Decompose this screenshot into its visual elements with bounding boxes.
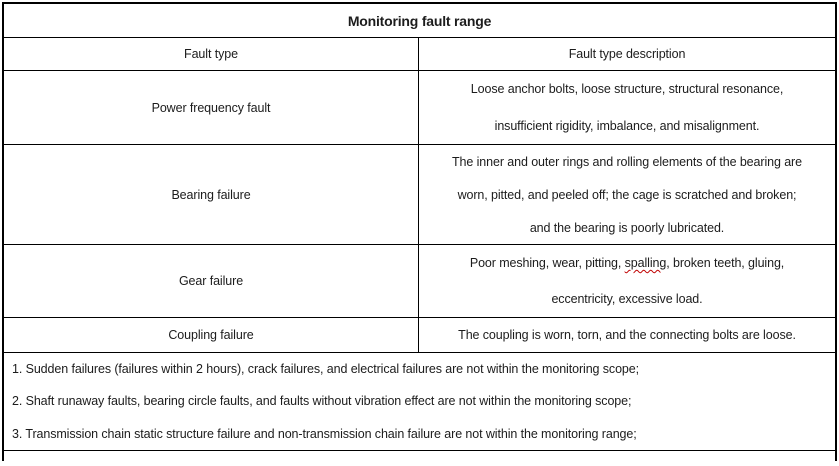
fault-type-cell (4, 245, 418, 317)
description-line (470, 255, 784, 271)
fault-type-label: Power frequency fault (151, 100, 271, 115)
fault-description-cell (418, 245, 835, 317)
column-header-description-label: Fault type description (568, 47, 686, 61)
table-footnotes (4, 353, 835, 451)
table-title: Monitoring fault range (347, 12, 492, 29)
table-row-bearing-failure (4, 145, 835, 245)
fault-description-cell (418, 71, 835, 144)
fault-description-cell (418, 318, 835, 352)
misspelled-word-spellcheck-underline: spalling (624, 256, 667, 270)
table-row-power-frequency-fault (4, 71, 835, 145)
fault-type-label: Coupling failure (168, 328, 254, 342)
fault-type-cell (4, 145, 418, 244)
column-header-fault-type-label: Fault type (184, 47, 238, 61)
description-segment: , broken teeth, gluing, (666, 256, 785, 270)
footnote-3: 3. Transmission chain static structure failure and non-transmission chain failure are not within the monitoring range; (12, 426, 637, 441)
fault-description-cell (418, 145, 835, 244)
table-title-row (4, 4, 835, 38)
fault-type-label: Bearing failure (171, 187, 251, 202)
description-segment: Poor meshing, wear, pitting, (469, 256, 625, 270)
table-row-gear-failure (4, 245, 835, 318)
column-header-fault-type (4, 38, 418, 70)
fault-type-label: Gear failure (178, 274, 244, 288)
fault-type-cell (4, 318, 418, 352)
description-line: The coupling is worn, torn, and the connecting bolts are loose. (458, 328, 796, 342)
column-header-description (418, 38, 835, 70)
description-line: and the bearing is poorly lubricated. (529, 220, 725, 235)
table-header-row (4, 38, 835, 71)
cut-off-next-row (4, 451, 835, 461)
footnote-2: 2. Shaft runaway faults, bearing circle faults, and faults without vibration effect are not within the monitoring scope; (12, 394, 632, 409)
fault-type-cell (4, 71, 418, 144)
table-row-coupling-failure (4, 318, 835, 353)
footnote-1: 1. Sudden failures (failures within 2 hours), crack failures, and electrical failures are not within the monitoring scope; (12, 362, 640, 377)
description-line: insufficient rigidity, imbalance, and misalignment. (494, 118, 760, 133)
fault-range-table (2, 2, 837, 461)
description-line: Loose anchor bolts, loose structure, structural resonance, (470, 82, 784, 97)
description-line: eccentricity, excessive load. (551, 292, 703, 306)
description-line: The inner and outer rings and rolling elements of the bearing are (452, 154, 802, 169)
description-line: worn, pitted, and peeled off; the cage is scratched and broken; (457, 187, 797, 202)
